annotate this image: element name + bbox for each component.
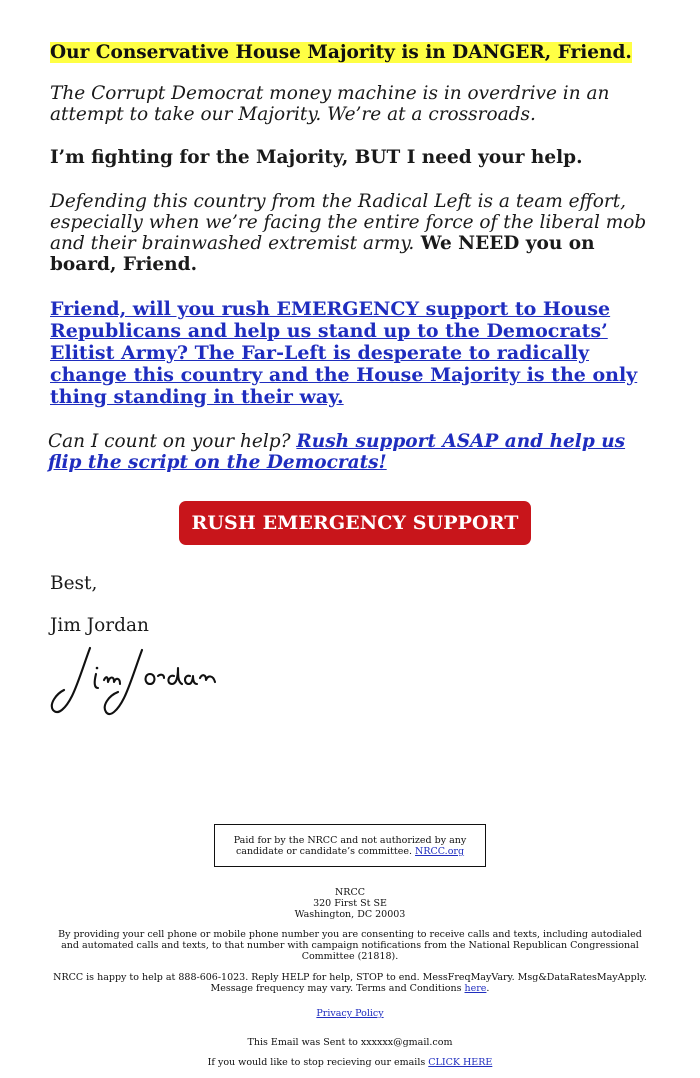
- team-effort-bold: We NEED you on board, Friend.: [50, 233, 595, 275]
- rush-emergency-support-button[interactable]: RUSH EMERGENCY SUPPORT: [179, 501, 530, 545]
- emergency-link-paragraph: [50, 298, 660, 408]
- privacy-policy-link[interactable]: Privacy Policy: [316, 1008, 384, 1019]
- count-question: Can I count on your help?: [48, 431, 297, 452]
- unsubscribe-block: [0, 1057, 700, 1068]
- fighting-paragraph: I’m fighting for the Majority, BUT I need your help.: [50, 147, 583, 168]
- terms-link[interactable]: here: [464, 983, 487, 994]
- signer-name: Jim Jordan: [50, 615, 149, 636]
- signature-dot: [96, 667, 99, 670]
- headline: [50, 42, 660, 63]
- unsubscribe-link[interactable]: CLICK HERE: [428, 1057, 493, 1068]
- count-paragraph: [48, 431, 648, 473]
- emergency-support-link[interactable]: Friend, will you rush EMERGENCY support to House Republicans and help us stand up to the Democrats’ Elitist Army? The Far-Left is desperate to radically change this country and the House Majority is the only thing standing in their way.: [50, 298, 638, 408]
- team-effort-italic: Defending this country from the Radical Left is a team effort, especially when we’re facing the entire force of the liberal mob and their brainwashed extremist army.: [50, 191, 647, 254]
- unsubscribe-text: If you would like to stop recieving our emails: [207, 1057, 429, 1068]
- paid-for-box: [214, 824, 486, 867]
- signature-image: [50, 644, 660, 726]
- nrcc-org-link[interactable]: NRCC.org: [415, 846, 465, 857]
- address-street: 320 First St SE: [313, 898, 387, 909]
- team-effort-paragraph: [50, 191, 660, 275]
- paid-for-text: Paid for by the NRCC and not authorized by any candidate or candidate’s committee.: [233, 835, 467, 857]
- address-name: NRCC: [334, 887, 365, 898]
- rush-support-link[interactable]: Rush support ASAP and help us flip the script on the Democrats!: [48, 431, 626, 473]
- address-city: Washington, DC 20003: [294, 909, 406, 920]
- cta-container: [50, 501, 660, 545]
- consent-text: By providing your cell phone or mobile phone number you are consenting to receive calls and texts, including autodialed and automated calls and texts, to that number with campaign notifications from the National Republican Congressional Committee (21818).: [58, 929, 642, 962]
- help-text-block: [50, 972, 650, 994]
- intro-paragraph: The Corrupt Democrat money machine is in overdrive in an attempt to take our Majority. We’re at a crossroads.: [50, 83, 610, 125]
- email-body: [50, 40, 660, 726]
- help-text: NRCC is happy to help at 888-606-1023. Reply HELP for help, STOP to end. MessFreqMayVary. Msg&DataRatesMayApply. Message frequency may vary. Terms and Conditions: [53, 972, 647, 994]
- help-period: .: [486, 983, 490, 994]
- signature-icon: [50, 644, 220, 722]
- address-block: [0, 887, 700, 920]
- sent-to-text: This Email was Sent to xxxxxx@gmail.com: [247, 1037, 453, 1048]
- privacy-block: [0, 1008, 700, 1019]
- headline-highlight: Our Conservative House Majority is in DANGER, Friend.: [50, 42, 632, 63]
- footer: [0, 824, 700, 1068]
- closing: Best,: [50, 573, 98, 594]
